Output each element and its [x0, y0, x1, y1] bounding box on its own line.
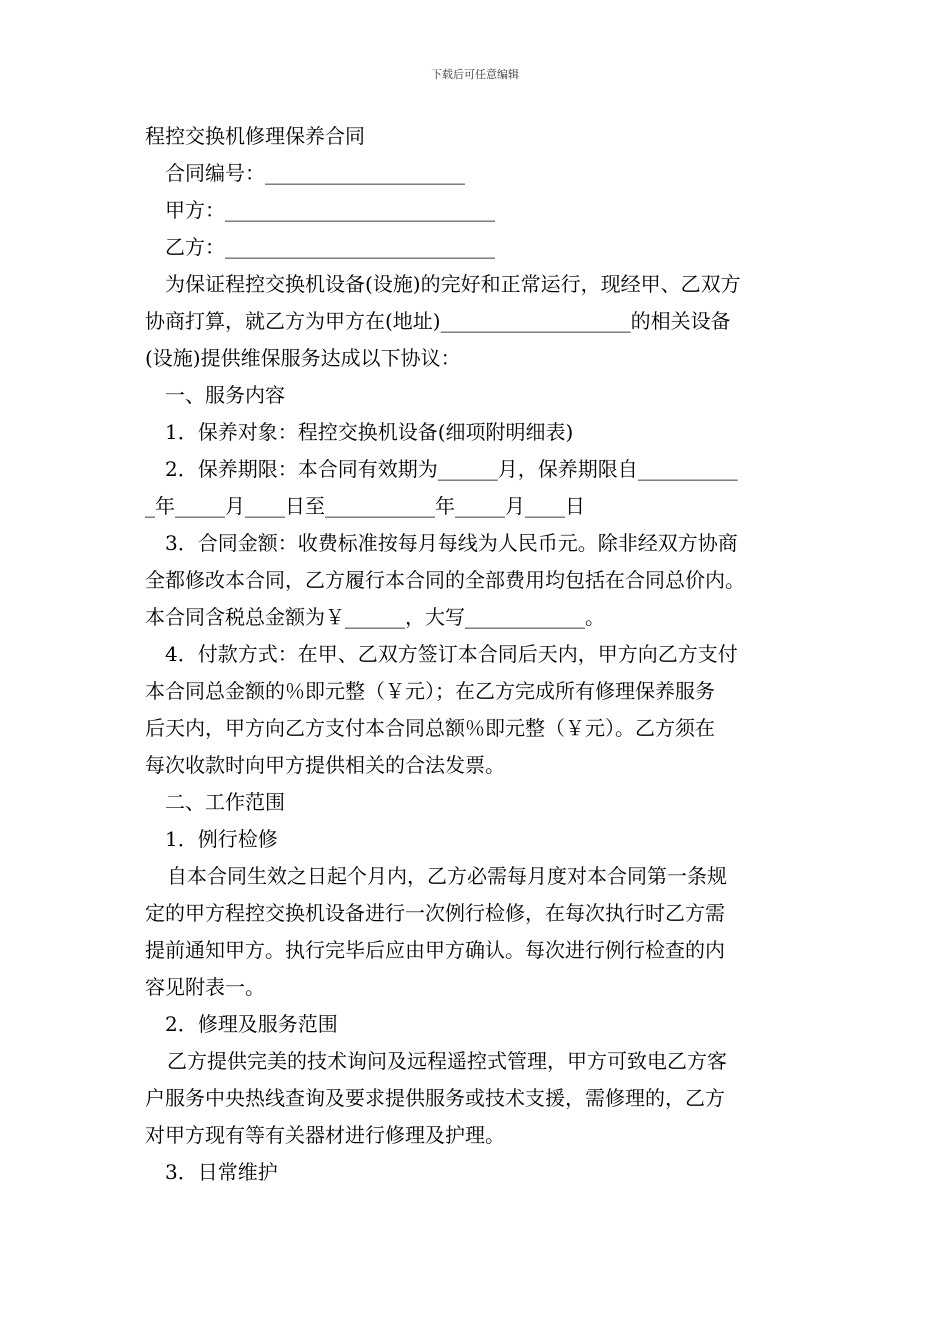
repair-service-line-3: 对甲方现有等有关器材进行修理及护理。	[145, 1123, 505, 1147]
contract-document	[145, 118, 815, 1191]
clause-maintenance-object: 1．保养对象：程控交换机设备(细项附明细表)	[165, 420, 574, 444]
preamble-line-2: 协商打算，就乙方为甲方在(地址)___________________的相关设备	[145, 309, 731, 333]
routine-inspection-line-4: 容见附表一。	[145, 975, 265, 999]
party-a-line: 甲方：___________________________	[165, 198, 495, 222]
clause-payment-1: 4．付款方式：在甲、乙双方签订本合同后天内，甲方向乙方支付	[165, 642, 738, 666]
repair-service-line-2: 户服务中央热线查询及要求提供服务或技术支援，需修理的，乙方	[145, 1086, 725, 1110]
clause-contract-amount-2: 全都修改本合同，乙方履行本合同的全部费用均包括在合同总价内。	[145, 568, 745, 592]
section-heading-service-content: 一、服务内容	[165, 383, 285, 407]
repair-service-line-1: 乙方提供完美的技术询问及远程遥控式管理，甲方可致电乙方客	[167, 1049, 727, 1073]
subsection-routine-inspection: 1．例行检修	[165, 827, 278, 851]
clause-payment-3: 后天内，甲方向乙方支付本合同总额％即元整（￥元）。乙方须在	[145, 716, 715, 740]
routine-inspection-line-3: 提前通知甲方。执行完毕后应由甲方确认。每次进行例行检查的内	[145, 938, 725, 962]
clause-payment-4: 每次收款时向甲方提供相关的合法发票。	[145, 753, 505, 777]
clause-maintenance-period-2: _年_____月____日至___________年_____月____日	[145, 494, 585, 518]
routine-inspection-line-1: 自本合同生效之日起个月内，乙方必需每月度对本合同第一条规	[167, 864, 727, 888]
clause-payment-2: 本合同总金额的％即元整（￥元）；在乙方完成所有修理保养服务	[145, 679, 715, 703]
party-b-line: 乙方：___________________________	[165, 235, 495, 259]
section-heading-work-scope: 二、工作范围	[165, 790, 285, 814]
clause-contract-amount-1: 3．合同金额：收费标准按每月每线为人民币元。除非经双方协商	[165, 531, 738, 555]
clause-contract-amount-3: 本合同含税总金额为￥______，大写____________。	[145, 605, 605, 629]
clause-maintenance-period-1: 2．保养期限：本合同有效期为______月，保养期限自__________	[165, 457, 738, 481]
subsection-repair-service-scope: 2．修理及服务范围	[165, 1012, 338, 1036]
page-header-note: 下载后可任意编辑	[431, 68, 519, 81]
routine-inspection-line-2: 定的甲方程控交换机设备进行一次例行检修，在每次执行时乙方需	[145, 901, 725, 925]
contract-number-line: 合同编号：____________________	[165, 161, 465, 185]
document-title: 程控交换机修理保养合同	[145, 124, 365, 148]
subsection-daily-maintenance: 3．日常维护	[165, 1160, 278, 1184]
preamble-line-3: (设施)提供维保服务达成以下协议：	[145, 346, 461, 370]
preamble-line-1: 为保证程控交换机设备(设施)的完好和正常运行，现经甲、乙双方	[165, 272, 741, 296]
